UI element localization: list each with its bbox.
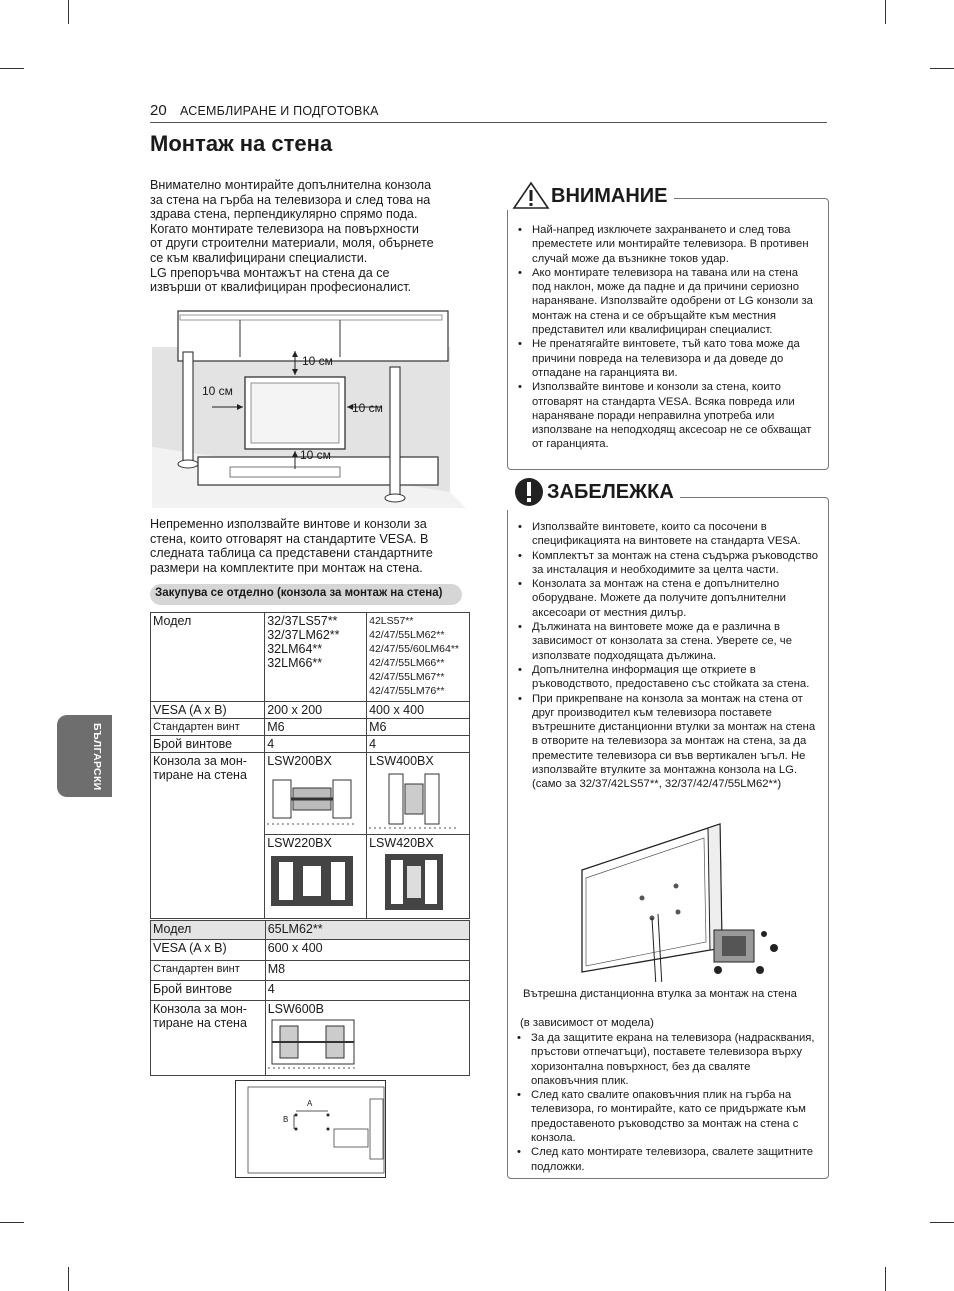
crop-mark — [930, 68, 954, 69]
intro-line: LG препоръчва монтажът на стена да се — [150, 265, 390, 280]
list-item: • Не пренатягайте винтовете, тъй като това може да причини повреда на телевизора и да доведе до отпадане на гаранцията ви. — [508, 337, 818, 380]
bracket-model: LSW420BX — [369, 836, 434, 850]
language-tab-label: БЪЛГАРСКИ — [91, 723, 103, 791]
table-row — [151, 613, 470, 702]
screw-label: Стандартен винт — [151, 719, 265, 736]
intro-line: Когато монтирате телевизора на повърхности — [150, 221, 419, 236]
model-value: 42/47/55LM76** — [369, 685, 445, 697]
crop-mark — [885, 1267, 886, 1291]
list-item: • Използвайте винтовете, които са посочени в спецификацията на винтовете на стандарта VESA. — [508, 520, 818, 549]
bracket-label: Конзола за мон-тиране на стена — [151, 1001, 266, 1076]
bracket-cell — [367, 835, 470, 919]
bracket-image — [267, 774, 357, 826]
model-value: 32/37LS57** — [267, 614, 338, 628]
model-cell — [265, 613, 367, 702]
table-row — [151, 1001, 470, 1076]
note-heading — [507, 476, 680, 510]
vesa-line: Непременно използвайте винтове и конзоли за — [150, 517, 427, 531]
list-item: • След като свалите опаковъчния плик на гърба на телевизора, го монтирайте, като се придържате към предоставеното ръководство за монтаж на стена с конзола. — [507, 1088, 817, 1145]
model-value: 32LM64** — [267, 642, 323, 656]
crop-mark — [68, 0, 69, 24]
screw-value: M6 — [367, 719, 470, 736]
vesa-paragraph — [150, 517, 475, 575]
bracket-cell — [367, 753, 470, 835]
model-value: 32/37LM62** — [267, 628, 340, 642]
bracket-image — [369, 770, 459, 830]
table-row — [151, 940, 470, 961]
bracket-cell — [265, 753, 367, 835]
model-label: Модел — [151, 613, 265, 702]
table-row — [151, 719, 470, 736]
list-item: • Конзолата за монтаж на стена е допълнително оборудване. Можете да получите допълнителни аксесоари от местния дилър. — [508, 577, 818, 620]
exclamation-circle-icon — [511, 476, 547, 508]
caution-box — [507, 198, 829, 470]
table-row — [151, 981, 470, 1001]
vesa-value: 600 x 400 — [265, 940, 469, 961]
list-item: • Дължината на винтовете може да е различна в зависимост от конзолата за стена. Уверете се, че използвате подходящата дължина. — [508, 620, 818, 663]
vesa-line: размери на комплектите при монтаж на стена. — [150, 560, 423, 575]
crop-mark — [930, 1222, 954, 1223]
page-number: 20 — [150, 102, 167, 119]
count-label: Брой винтове — [151, 736, 265, 753]
model-value: 32LM66** — [267, 656, 323, 670]
screw-label: Стандартен винт — [151, 961, 266, 981]
model-value: 42/47/55LM62** — [369, 629, 445, 641]
note-title: ЗАБЕЛЕЖКА — [547, 481, 674, 503]
screw-value: M6 — [265, 719, 367, 736]
bracket-label: Конзола за мон-тиране на стена — [151, 753, 265, 919]
caution-list — [508, 223, 828, 452]
vesa-label: VESA (A x B) — [151, 940, 266, 961]
bracket-image — [268, 1016, 358, 1070]
clearance-left-label: 10 см — [202, 384, 233, 398]
clearance-right-label: 10 см — [352, 401, 383, 415]
clearance-top-label: 10 см — [302, 354, 333, 368]
list-item: • При прикрепване на конзола за монтаж на стена от друг производител към телевизора поставете вътрешните дистанционни втулки за монтаж на стена в отворите на телевизора за монтаж на стена, за да преместите телевизора си във вертикален ъгъл. Не използвайте втулките за монтажна конзола на LG. (само за 32/37/42LS57**, 32/37/42/47/55LM62**) — [508, 692, 818, 792]
model-value: 42/47/55LM66** — [369, 657, 445, 669]
list-item: • Ако монтирате телевизора на тавана или на стена под наклон, може да падне и да причини сериозно нараняване. Използвайте одобрени от LG конзоли за монтаж на стена и се обръщайте към местния представител или квалифициран специалист. — [508, 266, 818, 337]
sold-separately-banner — [150, 584, 462, 605]
bracket-model: LSW220BX — [267, 836, 332, 850]
model-value: 42LS57** — [369, 615, 414, 627]
dimension-a-label: A — [307, 1099, 313, 1108]
model-cell — [367, 613, 470, 702]
model-value: 42/47/55/60LM64** — [369, 643, 460, 655]
intro-line: се към квалифицирани специалисти. — [150, 250, 368, 265]
count-value: 4 — [367, 736, 470, 753]
bracket-model: LSW400BX — [369, 754, 434, 768]
count-value: 4 — [265, 736, 367, 753]
warning-triangle-icon — [511, 180, 551, 210]
spec-table-1 — [150, 612, 470, 919]
caution-title: ВНИМАНИЕ — [551, 185, 668, 207]
bracket-image — [267, 852, 357, 910]
screw-value: M8 — [265, 961, 469, 981]
intro-line: здрава стена, перпендикулярно спрямо пода. — [150, 207, 418, 222]
note-list — [508, 520, 828, 792]
intro-line: Внимателно монтирайте допълнителна конзола — [150, 178, 432, 192]
caution-heading — [507, 180, 674, 210]
wall-mount-illustration — [150, 307, 466, 508]
intro-line: от други строителни материали, моля, обърнете — [150, 236, 434, 251]
vesa-ab-diagram — [235, 1080, 386, 1178]
bracket-model: LSW600B — [267, 1002, 324, 1016]
tv-back-spacer-figure — [578, 822, 788, 982]
bracket-cell — [265, 1001, 469, 1076]
vesa-value: 400 x 400 — [367, 702, 470, 719]
spec-table-2 — [150, 920, 470, 1076]
clearance-diagram — [150, 307, 466, 508]
list-item: • Най-напред изключете захранването и след това преместете или монтирайте телевизора. В противен случай може да възникне токов удар. — [508, 223, 818, 266]
bracket-image — [369, 850, 459, 914]
tv-back-sketch — [236, 1081, 385, 1177]
model-dependency-note: (в зависимост от модела) — [520, 1017, 654, 1029]
clearance-bottom-label: 10 см — [300, 448, 331, 462]
model-value: 42/47/55LM67** — [369, 671, 445, 683]
page-header — [150, 100, 827, 123]
intro-paragraph — [150, 178, 475, 295]
list-item: • След като монтирате телевизора, свалете защитните подложки. — [507, 1145, 817, 1174]
dimension-b-label: B — [283, 1115, 289, 1124]
section-title: АСЕМБЛИРАНЕ И ПОДГОТОВКА — [180, 104, 379, 118]
note-list-2 — [507, 1031, 827, 1174]
crop-mark — [0, 1222, 24, 1223]
table-row — [151, 961, 470, 981]
table-row — [151, 753, 470, 835]
table-row — [151, 921, 470, 940]
sold-separately-label: Закупува се отделно (конзола за монтаж на стена) — [155, 587, 443, 599]
page-title: Монтаж на стена — [150, 131, 333, 156]
spacer-caption: Вътрешна дистанционна втулка за монтаж на стена — [523, 988, 797, 1000]
crop-mark — [885, 0, 886, 24]
table-row — [151, 736, 470, 753]
table-row — [151, 702, 470, 719]
vesa-label: VESA (A x B) — [151, 702, 265, 719]
bracket-model: LSW200BX — [267, 754, 332, 768]
crop-mark — [0, 68, 24, 69]
vesa-line: следната таблица са представени стандартните — [150, 546, 433, 561]
list-item: • Използвайте винтове и конзоли за стена, които отговарят на стандарта VESA. Всяка повреда или нараняване поради неправилна употреба или използване на неподходящ аксесоар не се обхващат от гаранцията. — [508, 380, 818, 451]
count-label: Брой винтове — [151, 981, 266, 1001]
crop-mark — [68, 1267, 69, 1291]
model-label: Модел — [151, 921, 266, 940]
vesa-line: стена, които отговарят на стандартите VESA. В — [150, 531, 429, 546]
vesa-value: 200 x 200 — [265, 702, 367, 719]
count-value: 4 — [265, 981, 469, 1001]
list-item: • Комплектът за монтаж на стена съдържа ръководство за инсталация и необходимите за целта части. — [508, 549, 818, 578]
list-item: • Допълнителна информация ще откриете в ръководството, предоставено със стойката за стена. — [508, 663, 818, 692]
list-item: • За да защитите екрана на телевизора (надрасквания, пръстови отпечатъци), поставете телевизора върху хоризонтална повърхност, без да сваляте опаковъчния плик. — [507, 1031, 817, 1088]
bracket-cell — [265, 835, 367, 919]
intro-line: извърши от квалифициран професионалист. — [150, 280, 412, 295]
model-value: 65LM62** — [265, 921, 469, 940]
language-tab — [57, 715, 112, 797]
intro-line: за стена на гърба на телевизора и след това на — [150, 192, 431, 207]
